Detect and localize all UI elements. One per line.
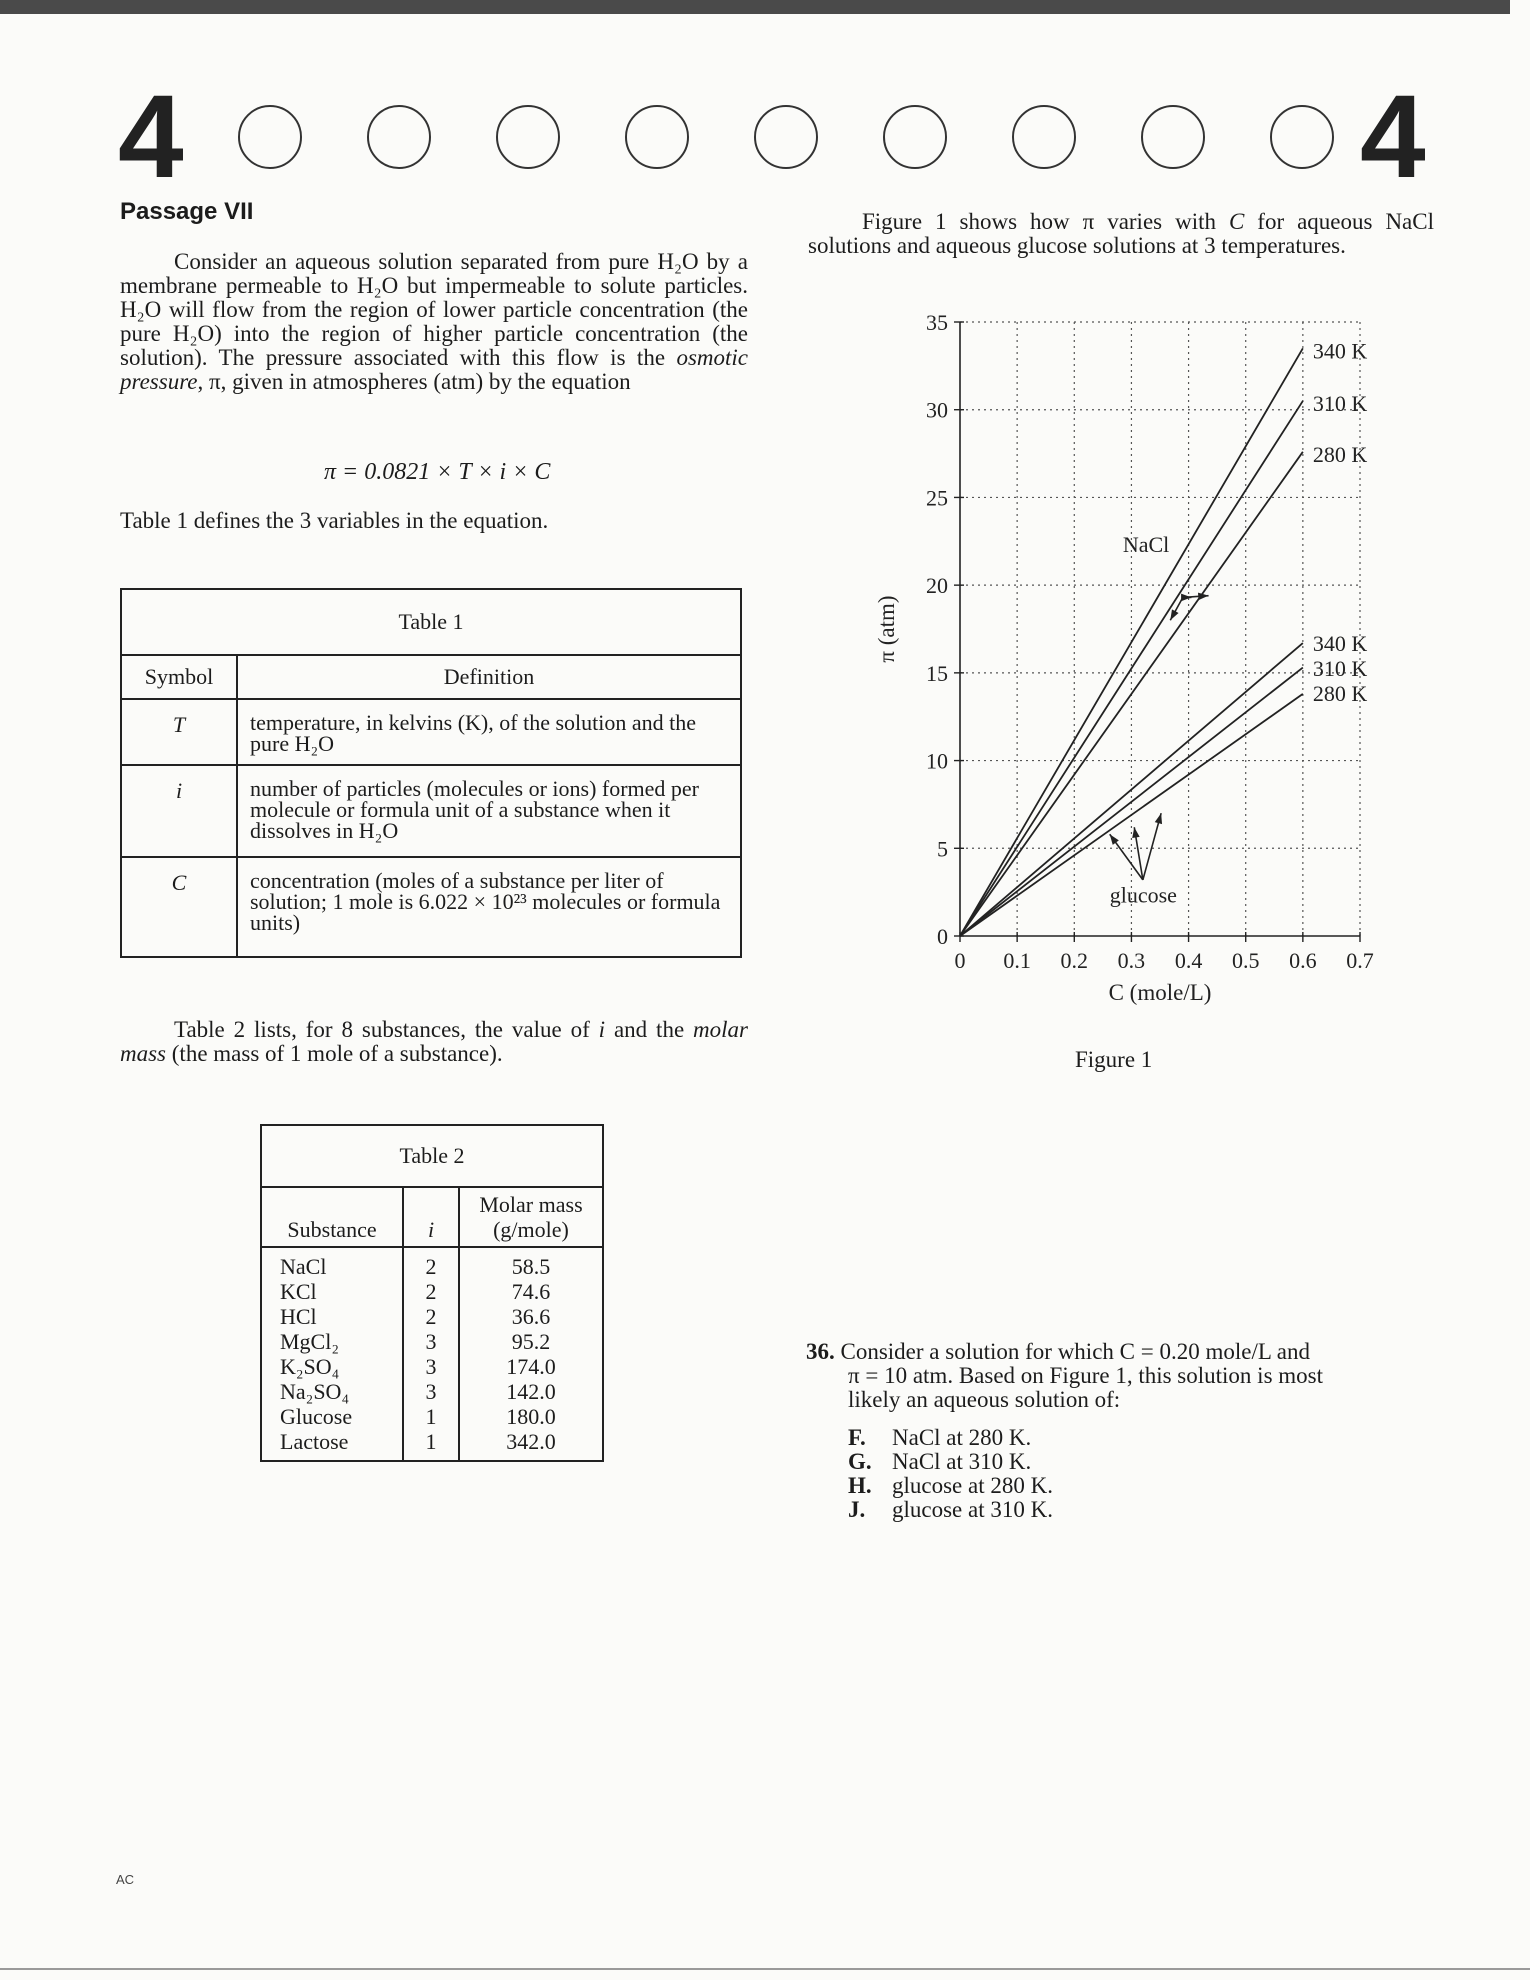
table1-definition: concentration (moles of a substance per liter of solution; 1 mole is 6.022 × 10²³ molecules or formula units) [237,857,741,957]
table1-symbol: i [121,765,237,857]
table2-molar-mass: 142.0 [506,1379,556,1404]
option-letter: J. [848,1497,866,1522]
y-axis-label: π (atm) [874,595,899,663]
table2-header-substance: Substance [261,1187,403,1247]
molar-mass-unit: (g/mole) [493,1217,569,1242]
table1-intro: Table 1 defines the 3 variables in the equation. [120,508,549,533]
table2-substance: MgCl₂ [280,1329,340,1354]
annotation-arrowhead [1110,834,1119,845]
annotation-glucose: glucose [1109,882,1177,908]
table1-symbol: T [121,699,237,765]
x-tick-label: 0.7 [1346,948,1374,973]
table2-molar-mass: 74.6 [511,1279,551,1304]
table2-i: 3 [425,1379,437,1404]
option-text: glucose at 310 K. [892,1497,1053,1522]
x-tick-label: 0.6 [1289,948,1317,973]
circle-icon [883,105,947,169]
answer-option-j[interactable] [848,1498,1436,1522]
table2-i: 3 [425,1354,437,1379]
circle-icon [238,105,302,169]
table2-substance: HCl [280,1304,317,1329]
series-label: 280 K [1312,441,1368,467]
x-tick-label: 0 [954,948,966,973]
circle-icon [496,105,560,169]
y-tick-label: 20 [926,573,948,599]
annotation-arrowhead [1132,827,1139,838]
y-tick-label: 35 [926,310,948,335]
series-label: 310 K [1312,656,1368,682]
option-text: NaCl at 310 K. [892,1449,1032,1474]
answer-option-g[interactable] [848,1450,1436,1474]
question-36 [806,1340,1436,1522]
circle-icon [367,105,431,169]
x-tick-label: 0.2 [1060,948,1089,973]
option-text: NaCl at 280 K. [892,1425,1032,1450]
table2-substance-column [261,1247,403,1461]
table2-header-i: i [403,1187,459,1247]
table2-intro: Table 2 lists, for 8 substances, the value of i and the molar mass (the mass of 1 mole of a substance). [120,1017,748,1066]
circle-icon [1012,105,1076,169]
table2-molar-mass: 174.0 [506,1354,556,1379]
circle-icon [1270,105,1334,169]
table2-header-molar-mass [459,1187,603,1247]
table1-header-symbol: Symbol [121,655,237,699]
footer-mark: AC [116,1872,135,1887]
question-stem-line: likely an aqueous solution of: [848,1387,1121,1412]
table2-substance: Lactose [280,1429,349,1454]
table2-substance: NaCl [280,1254,327,1279]
table-row [121,857,741,957]
table2-i: 2 [425,1304,437,1329]
table2-i-column [403,1247,459,1461]
table2-i: 1 [425,1404,437,1429]
section-number-left: 4 [118,71,184,203]
x-tick-label: 0.4 [1174,948,1203,973]
x-tick-label: 0.5 [1231,948,1260,973]
figure-intro: Figure 1 shows how π varies with C for aqueous NaCl solutions and aqueous glucose solutions at 3 temperatures. [808,209,1434,258]
intro-paragraph: Consider an aqueous solution separated from pure H₂O by a membrane permeable to H₂O but impermeable to solute particles. H₂O will flow from the region of lower particle concentration (the pure H₂O) into the region of higher particle concentration (the solution). The pressure associated with this flow is the osmotic pressure, π, given in atmospheres (atm) by the equation [120,249,748,394]
series-line-nacl [960,401,1303,936]
answer-option-h[interactable] [848,1474,1436,1498]
table2-substance: Glucose [280,1404,353,1429]
circle-icon [1141,105,1205,169]
section-number-right: 4 [1360,71,1426,203]
table-row [121,699,741,765]
equation: π = 0.0821 × T × i × C [324,459,551,485]
answer-options [806,1426,1436,1522]
table1-definition: number of particles (molecules or ions) formed per molecule or formula unit of a substance when it dissolves in H₂O [237,765,741,857]
table2-molar-mass-column [459,1247,603,1461]
scan-top-bar [0,0,1510,14]
table-2 [260,1124,604,1462]
x-tick-label: 0.3 [1117,948,1146,973]
table2-i: 3 [425,1329,437,1354]
table2-molar-mass: 180.0 [506,1404,556,1429]
annotation-arrowhead [1155,813,1162,824]
table1-definition: temperature, in kelvins (K), of the solution and the pure H₂O [237,699,741,765]
y-tick-label: 5 [937,836,948,862]
passage-title: Passage VII [120,198,254,225]
answer-option-f[interactable] [848,1426,1436,1450]
x-tick-label: 0.1 [1003,948,1031,973]
y-tick-label: 0 [937,924,948,949]
table2-molar-mass: 95.2 [511,1329,551,1354]
table1-caption: Table 1 [121,589,741,655]
option-letter: G. [848,1449,872,1474]
table1-header-definition: Definition [237,655,741,699]
series-label: 340 K [1312,338,1368,364]
series-label: 340 K [1312,631,1368,657]
table1-symbol: C [121,857,237,957]
y-tick-label: 25 [926,485,948,511]
table-row [121,765,741,857]
figure-1-chart [860,300,1420,1020]
annotation-nacl: NaCl [1122,531,1170,557]
table2-substance: KCl [280,1279,317,1304]
y-tick-label: 15 [926,660,948,686]
annotation-arrowhead [1170,609,1178,620]
y-tick-label: 10 [926,748,948,774]
option-text: glucose at 280 K. [892,1473,1053,1498]
option-letter: H. [848,1473,872,1498]
table2-i: 1 [425,1429,437,1454]
series-label: 280 K [1312,681,1368,707]
table2-i: 2 [425,1279,437,1304]
circle-icon [625,105,689,169]
table2-molar-mass: 58.5 [511,1254,551,1279]
annotation-arrow [1143,813,1161,880]
scan-bottom-line [0,1968,1530,1970]
molar-mass-label: Molar mass [479,1192,583,1217]
question-stem-line: Consider a solution for which C = 0.20 mole/L and [840,1339,1311,1364]
circle-icon [754,105,818,169]
y-tick-label: 30 [926,397,948,423]
table2-substance: Na₂SO₄ [280,1379,350,1404]
table2-molar-mass: 36.6 [511,1304,551,1329]
table-1 [120,588,742,958]
x-axis-label: C (mole/L) [1108,980,1212,1005]
series-label: 310 K [1312,390,1368,416]
table2-caption: Table 2 [261,1125,603,1187]
chart-annotations [1110,532,1209,908]
question-number: 36. [806,1339,835,1364]
figure-caption: Figure 1 [1075,1047,1153,1072]
table2-substance: K₂SO₄ [280,1354,340,1379]
question-stem-line: π = 10 atm. Based on Figure 1, this solution is most [848,1363,1324,1388]
table2-molar-mass: 342.0 [506,1429,556,1454]
option-letter: F. [848,1425,866,1450]
table2-i: 2 [425,1254,437,1279]
